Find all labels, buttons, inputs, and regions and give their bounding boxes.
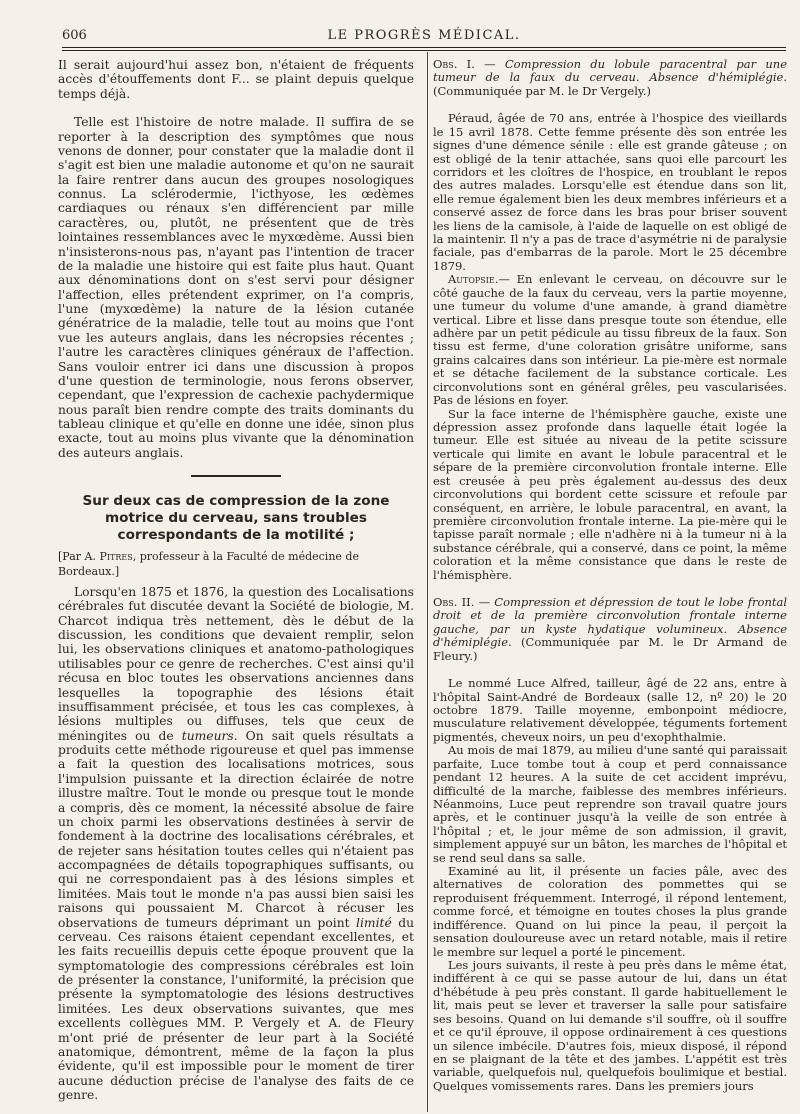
obs2-heading xyxy=(433,596,787,663)
obs2-exam-paragraph: Examiné au lit, il présente un facies pâle, avec des alternatives de coloration des pommettes qui se reproduisent fréquemment. Interrogé, il répond lentement, comme forcé, et témoigne en toutes choses la plus grande indifférence. Quand on lui pince la peau, il perçoit la sensation douloureuse avec un retard notable, mais il retire le membre sur lequel a porté le pincement. xyxy=(433,864,787,959)
autopsie-label: Autopsie. xyxy=(447,272,499,287)
section-divider xyxy=(191,475,281,477)
autopsie-paragraph xyxy=(433,273,787,407)
article-byline xyxy=(58,550,414,579)
intro-text-a: Lorsqu'en 1875 et 1876, la question des Localisations cérébrales fut discutée devant la Société de biologie, M. Charcot indiqua très nettement, dès le début de la discussion, les conditions que devaient remplir, selon lui, les observations cliniques et anatomo-pathologiques utilisables pour ce genre de recherches. C'est ainsi qu'il récusa en bloc toutes les observations anciennes dans lesquelles la topographie des lésions était insuffisamment précisée, et tous les cas complexes, à lésions multiples ou diffuses, tels que ceux de méningites ou de xyxy=(58,584,414,743)
header-rule-top xyxy=(62,47,786,48)
obs1-title: Compression du lobule paracentral par une tumeur de la faux du cerveau. Absence d'hémiplégie. xyxy=(433,57,788,85)
page-number: 606 xyxy=(62,28,87,43)
obs1-heading xyxy=(433,58,787,98)
page-header xyxy=(62,28,786,44)
header-rule-bottom xyxy=(62,50,786,51)
byline-author: A. Pitres xyxy=(84,550,133,564)
obs2-followup-paragraph: Les jours suivants, il reste à peu près dans le même état, indifférent à ce qui se passe autour de lui, dans un état d'hébétude à peu près constant. Il garde habituellement le lit, mais peut se lever et traverser la salle pour satisfaire ses besoins. Quand on lui demande s'il souffre, où il souffre et ce qu'il éprouve, il oppose ordinairement à ces questions un silence imbécile. D'autres fois, mieux disposé, il répond en se plaignant de la tête et des jambes. L'appétit est très variable, quelquefois nul, quelquefois boulimique et bestial. Quelques vomissements rares. Dans les premiers jours xyxy=(433,958,787,1093)
discussion-paragraph: Telle est l'histoire de notre malade. Il suffira de se reporter à la description des symptômes que nous venons de donner, pour constater que la maladie dont il s'agit est bien une maladie autonome et qu'on ne saurait la faire rentrer dans aucun des groupes nosologiques connus. La sclérodermie, l'icthyose, les œdèmes cardiaques ou rénaux s'en différencient par mille caractères, ou, plutôt, ne présentent que de très lointaines ressemblances avec le myxœdème. Aussi bien n'insisterons-nous pas, n'ayant pas l'intention de tracer de la maladie une histoire qui est faite plus haut. Quant aux dénominations dont on s'est servi pour désigner l'affection, elles prétendent exprimer, on l'a compris, l'une (myxœdème) la nature de la lésion cutanée génératrice de la maladie, telle tout au moins que l'ont vue les auteurs anglais, dans les nécropsies récentes ; l'autre les caractères cliniques généraux de l'affection. Sans vouloir entrer ici dans une discussion à propos d'une question de terminologie, nous ferons observer, cependant, que l'expression de cachexie pachydermique nous paraît bien rendre compte des traits dominants du tableau clinique et qu'elle en donne une idée, sinon plus exacte, tout au moins plus vivante que la dénomination des auteurs anglais. xyxy=(58,115,414,460)
intro-italic-tumeurs: tumeurs xyxy=(181,728,234,743)
obs1-label: Obs. I. — xyxy=(433,57,505,71)
intro-text-c: du cerveau. Ces raisons étaient cependant excellentes, et les faits recueillis depuis cette époque prouvent que la symptomatologie des compressions cérébrales est loin de présenter la constance, l'uniformité, la précision que présente la symptomatologie des lésions destructives limitées. Les deux observations suivantes, que mes excellents collègues MM. P. Vergely et A. de Fleury m'ont prié de présenter de leur part à la Société anatomique, démontrent, même de la façon la plus évidente, qu'il est impossible pour le moment de tirer aucune déduction précise de l'analyse des faits de ce genre. xyxy=(58,915,415,1102)
column-separator xyxy=(427,52,428,1112)
left-column xyxy=(58,58,414,1102)
obs2-source: (Communiquée par M. le Dr Armand de Fleury.) xyxy=(433,635,787,663)
right-column xyxy=(433,58,787,1093)
continued-paragraph: Il serait aujourd'hui assez bon, n'étaient de fréquents accès d'étouffements dont F... se plaint depuis quelque temps déjà. xyxy=(58,58,414,101)
byline-affiliation: , professeur à la Faculté de médecine de Bordeaux.] xyxy=(58,550,359,578)
article-title: Sur deux cas de compression de la zone motrice du cerveau, sans troubles correspondants de la motilité ; xyxy=(82,493,390,544)
obs1-source: (Communiquée par M. le Dr Vergely.) xyxy=(433,83,652,98)
intro-text-b: . On sait quels résultats a produits cette méthode rigoureuse et quel pas immense a fait la question des localisations motrices, sous l'impulsion puissante et la direction éclairée de notre illustre maître. Tout le monde ou presque tout le monde a compris, dès ce moment, la nécessité absolue de faire un choix parmi les observations destinées à servir de fondement à la doctrine des localisations cérébrales, et de rejeter sans hésitation toutes celles qui n'étaient pas accompagnées de détails topographiques suffisants, ou qui ne correspondaient pas à des lésions simples et limitées. Mais tout le monde n'a pas aussi bien saisi les raisons qui poussaient M. Charcot à récuser les observations de tumeurs déprimant un point xyxy=(58,728,414,930)
running-title: LE PROGRÈS MÉDICAL. xyxy=(327,28,521,43)
obs2-label: Obs. II. — xyxy=(433,595,495,610)
obs2-history-paragraph: Au mois de mai 1879, au milieu d'une santé qui paraissait parfaite, Luce tombe tout à coup et perd connaissance pendant 12 heures. A la suite de cet accident imprévu, difficulté de la marche, faiblesse des membres inférieurs. Néanmoins, Luce peut reprendre son travail quatre jours après, et le continuer jusqu'à la veille de son entrée à l'hôpital ; et, le jour même de son admission, il gravit, simplement appuyé sur un bâton, les marches de l'hôpital et se rend seul dans sa salle. xyxy=(433,743,787,865)
obs2-case-paragraph: Le nommé Luce Alfred, tailleur, âgé de 22 ans, entre à l'hôpital Saint-André de Bordeaux (salle 12, nº 20) le 20 octobre 1879. Taille moyenne, embonpoint médiocre, musculature relativement développée, téguments fortement pigmentés, cheveux noirs, un peu d'exophthalmie. xyxy=(433,676,787,744)
intro-paragraph xyxy=(58,585,414,1103)
obs1-case-paragraph: Péraud, âgée de 70 ans, entrée à l'hospice des vieillards le 15 avril 1878. Cette femme présente dès son entrée les signes d'une démence sénile : elle est grande gâteuse ; on est obligé de la tenir attachée, sans quoi elle parcourt les corridors et les cloîtres de l'hospice, en troublant le repos des autres malades. Lorsqu'elle est étendue dans son lit, elle remue également bien les deux membres inférieurs et a conservé assez de force dans les bras pour briser souvent les liens de la camisole, à l'aide de laquelle on est obligé de la maintenir. Il n'y a pas de trace d'asymétrie ni de paralysie faciale, pas d'embarras de la parole. Mort le 25 décembre 1879. xyxy=(433,111,787,273)
obs1-findings-paragraph: Sur la face interne de l'hémisphère gauche, existe une dépression assez profonde dans laquelle était logée la tumeur. Elle est située au niveau de la petite scissure verticale qui limite en avant le lobule paracentral et le sépare de la première circonvolution frontale interne. Elle est creusée à peu près également au-dessus des deux circonvolutions qui bordent cette scissure et refoule par conséquent, en arrière, le lobule paracentral, en avant, la première circonvolution frontale interne. La pie-mère qui le tapisse paraît normale ; elle n'adhère ni à la tumeur ni à la substance cérébrale, qui a conservé, dans ce point, la même coloration et la même consistance que dans le reste de l'hémisphère. xyxy=(433,406,787,582)
intro-italic-limite: limité xyxy=(356,915,392,930)
byline-open: [Par xyxy=(58,550,85,564)
obs2-title: Compression et dépression de tout le lobe frontal droit et de la première circonvolution frontale interne gauche, par un kyste hydatique volumineux. Absence d'hémiplégie. xyxy=(433,595,787,650)
autopsie-text: — En enlevant le cerveau, on découvre sur le côté gauche de la faux du cerveau, vers la partie moyenne, une tumeur du volume d'une amande, à grand diamètre vertical. Libre et lisse dans presque toute son étendue, elle adhère par un petit pédicule au tissu fibreux de la faux. Son tissu est ferme, d'une coloration grisâtre uniforme, sans grains calcaires dans son intérieur. La pie-mère est normale et se détache facilement de la substance corticale. Les circonvolutions sont en général grêles, peu vascularisées. Pas de lésions en foyer. xyxy=(433,272,787,408)
